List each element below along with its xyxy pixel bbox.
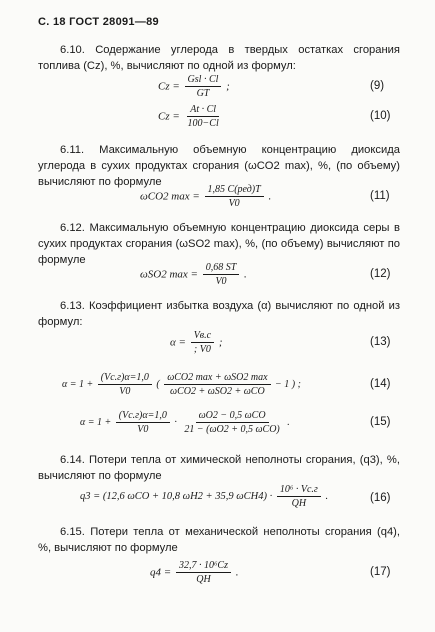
equation-9: Cz = $\frac{\text{Gsl · Cl}}{GT}$ ; — [158, 74, 230, 99]
equation-12: ωSO2 max = $\frac{0,68 ST}{V0}$ . — [140, 262, 247, 287]
equation-number-17: (17) — [370, 566, 391, 578]
equation-number-11: (11) — [370, 190, 390, 202]
equation-number-12: (12) — [370, 268, 391, 280]
equation-number-14: (14) — [370, 378, 391, 390]
paragraph-6-14: 6.14. Потери тепла от химической неполноты сгорания, (q3), %, вычисляют по формуле — [38, 454, 400, 482]
equation-10: Cz = $\frac{At \cdot Cl}{100-Cl}$ — [158, 104, 219, 129]
equation-11: ωCO2 max = $\frac{\text{1,85 C(ред)T}}{V0}$ . — [140, 184, 272, 209]
equation-13: α = $\frac{Vв.с}{; V0}$ ; — [170, 330, 223, 355]
paragraph-6-12: 6.12. Максимальную объемную концентрацию диоксида серы в сухих продуктах сгорания (ωSO2 max), %, (по объему) вычисляют по формуле — [38, 222, 400, 266]
equation-14: α = 1 + $\frac{(Vс.г)\alpha=1,0}{V0}$ ( $\frac{\text{ωCO2 max + ωSO2 max}}{\text{ωCO2 + ωSO2 + ωCO}}$ − 1 ) ; — [62, 372, 301, 397]
page-header: С. 18 ГОСТ 28091—89 — [38, 16, 159, 28]
equation-number-9: (9) — [370, 80, 385, 92]
paragraph-6-11: 6.11. Максимальную объемную концентрацию диоксида углерода в сухих продуктах сгорания (ωCO2 max), %, (по объему) вычисляют по формуле — [38, 144, 400, 188]
paragraph-6-15: 6.15. Потери тепла от механической неполноты сгорания (q4), %, вычисляют по формуле — [38, 526, 400, 554]
equation-number-13: (13) — [370, 336, 391, 348]
paragraph-6-10: 6.10. Содержание углерода в твердых остатках сгорания топлива (Cz), %, вычисляют по одной из формул: — [38, 44, 400, 72]
equation-number-15: (15) — [370, 416, 391, 428]
equation-15: α = 1 + $\frac{(Vс.г)\alpha=1,0}{V0}$ · $\frac{\text{ωO2 − 0,5 ωCO}}{\text{21 − (ωO2 + 0,5 ωCO)}}$ . — [80, 410, 290, 435]
equation-17: q4 = $\frac{\text{32,7 · 10⁶Cz}}{QH}$ . — [150, 560, 239, 585]
equation-16: q3 = (12,6 ωCO + 10,8 ωH2 + 35,9 ωCH4) · $\frac{\text{10⁶ · Vс.г}}{QH}$ . — [80, 484, 329, 509]
equation-number-16: (16) — [370, 492, 391, 504]
paragraph-6-13: 6.13. Коэффициент избытка воздуха (α) вычисляют по одной из формул: — [38, 300, 400, 328]
equation-number-10: (10) — [370, 110, 391, 122]
